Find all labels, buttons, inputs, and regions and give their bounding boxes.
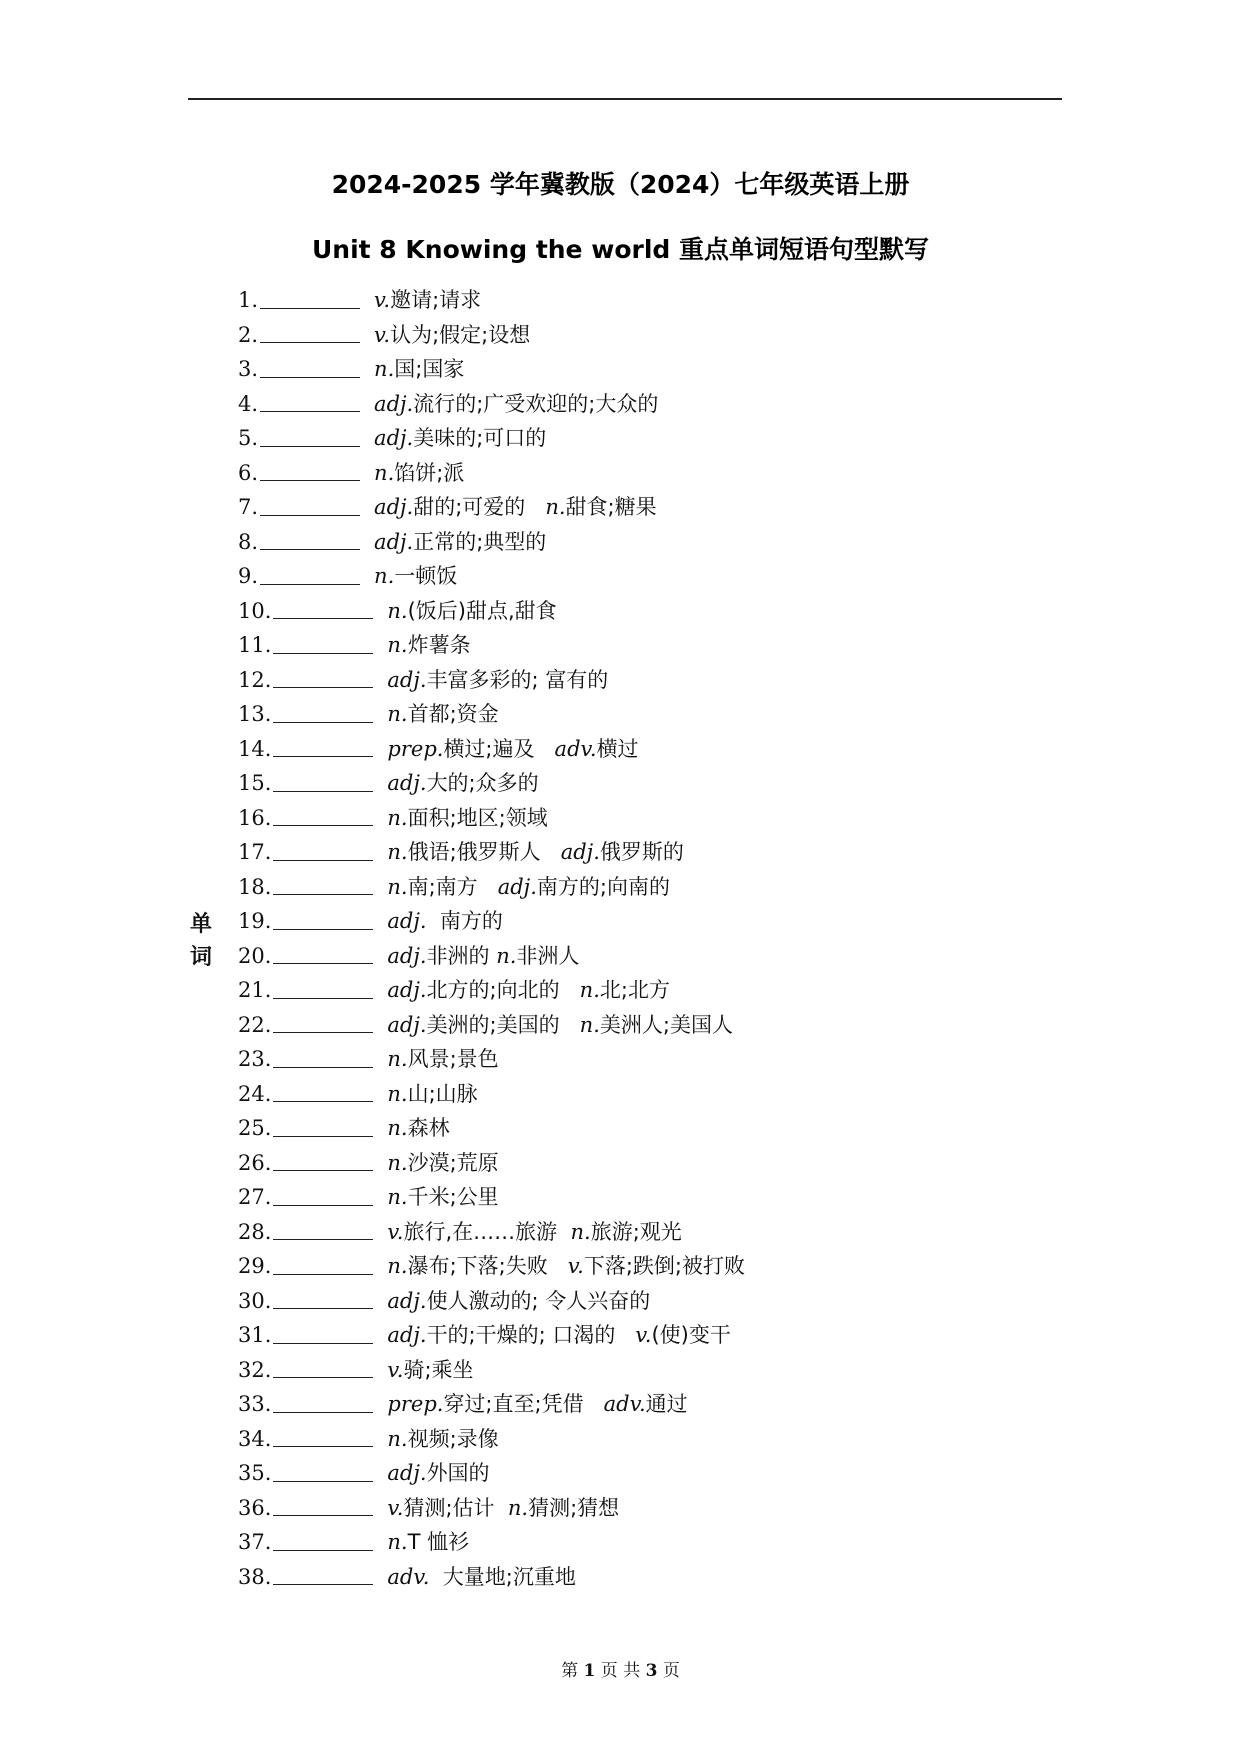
vocab-item [238, 732, 745, 767]
part-of-speech: n. [374, 357, 395, 381]
definition [374, 525, 546, 560]
item-number: 1. [238, 288, 259, 312]
part-of-speech: adj. [387, 667, 427, 692]
meaning-text: 美洲人;美国人 [599, 1012, 733, 1037]
answer-blank[interactable] [273, 1170, 373, 1171]
meaning-text: 大的;众多的 [426, 771, 539, 795]
part-of-speech: prep. [387, 736, 444, 761]
answer-blank[interactable] [260, 411, 360, 412]
meaning-text: 北;北方 [599, 978, 670, 1002]
meaning-text: 干的;干燥的; 口渴的 [426, 1323, 636, 1347]
item-number: 20. [238, 943, 272, 968]
item-number: 38. [238, 1564, 272, 1589]
header-rule [188, 98, 1062, 100]
vocab-item [238, 318, 745, 353]
answer-blank[interactable] [273, 1343, 373, 1344]
vocab-item [238, 1042, 745, 1077]
part-of-speech: v. [387, 1357, 404, 1382]
item-number: 33. [238, 1392, 272, 1416]
vocab-item [238, 939, 745, 974]
part-of-speech: adj. [560, 840, 600, 864]
definition [387, 697, 498, 732]
item-number: 18. [238, 874, 272, 899]
meaning-text: 横过 [596, 736, 639, 761]
item-number: 31. [238, 1323, 272, 1347]
part-of-speech: adj. [374, 495, 414, 519]
definition [387, 628, 470, 663]
answer-blank[interactable] [273, 1308, 373, 1309]
part-of-speech: n. [387, 633, 408, 657]
footer-page-number: 1 [583, 1661, 596, 1681]
part-of-speech: adv. [387, 1564, 430, 1589]
meaning-text: 瀑布;下落;失败 [407, 1254, 568, 1278]
vocab-item [238, 1008, 745, 1043]
answer-blank[interactable] [260, 342, 360, 343]
definition [387, 1111, 449, 1146]
part-of-speech: n. [374, 564, 395, 588]
answer-blank[interactable] [273, 1032, 373, 1033]
vocab-item [238, 525, 745, 560]
vocab-item [238, 1249, 745, 1284]
item-number: 34. [238, 1426, 272, 1451]
meaning-text: 风景;景色 [407, 1047, 499, 1071]
meaning-text: 穿过;直至;凭借 [443, 1392, 604, 1416]
definition [387, 594, 556, 629]
part-of-speech: adj. [497, 874, 537, 899]
item-number: 7. [238, 495, 259, 519]
part-of-speech: n. [545, 495, 566, 519]
vocab-item [238, 628, 745, 663]
part-of-speech: n. [387, 1116, 408, 1140]
meaning-text: 炸薯条 [407, 633, 471, 657]
vocab-item [238, 663, 745, 698]
item-number: 8. [238, 529, 259, 554]
item-number: 22. [238, 1012, 272, 1037]
answer-blank[interactable] [260, 515, 360, 516]
part-of-speech: n. [579, 978, 600, 1002]
meaning-text: 南;南方 [407, 874, 498, 899]
meaning-text: 首都;资金 [407, 702, 499, 726]
answer-blank[interactable] [273, 653, 373, 654]
item-number: 32. [238, 1357, 272, 1382]
definition [387, 1525, 469, 1560]
vocab-item [238, 594, 745, 629]
answer-blank[interactable] [273, 1067, 373, 1068]
document-title: 2024-2025 学年冀教版（2024）七年级英语上册 [331, 170, 910, 199]
item-number: 14. [238, 736, 272, 761]
meaning-text: 猜测;猜想 [528, 1495, 620, 1520]
part-of-speech: n. [579, 1012, 600, 1037]
meaning-text: (使)变干 [651, 1323, 731, 1347]
answer-blank[interactable] [260, 308, 360, 309]
item-number: 19. [238, 909, 272, 933]
definition [387, 1146, 498, 1181]
meaning-text: 千米;公里 [407, 1185, 499, 1209]
answer-blank[interactable] [273, 1515, 373, 1516]
part-of-speech: adj. [387, 1288, 427, 1313]
part-of-speech: adv. [603, 1392, 646, 1416]
answer-blank[interactable] [260, 584, 360, 585]
definition [374, 283, 481, 318]
item-number: 28. [238, 1219, 272, 1244]
definition [387, 1042, 498, 1077]
definition [387, 870, 670, 905]
definition [387, 973, 670, 1008]
meaning-text: 流行的;广受欢迎的;大众的 [413, 391, 659, 416]
part-of-speech: adj. [374, 529, 414, 554]
part-of-speech: n. [387, 1185, 408, 1209]
definition [374, 318, 530, 353]
item-number: 23. [238, 1047, 272, 1071]
part-of-speech: v. [387, 1219, 404, 1244]
answer-blank[interactable] [273, 687, 373, 688]
definition [374, 456, 464, 491]
footer-prefix: 第 [561, 1661, 579, 1681]
part-of-speech: adj. [387, 909, 427, 933]
definition [374, 352, 464, 387]
answer-blank[interactable] [260, 549, 360, 550]
answer-blank[interactable] [273, 963, 373, 964]
meaning-text: 美洲的;美国的 [426, 1012, 580, 1037]
vocab-item [238, 1111, 745, 1146]
vocab-item [238, 421, 745, 456]
part-of-speech: v. [374, 288, 391, 312]
definition [387, 904, 503, 939]
part-of-speech: adj. [387, 978, 427, 1002]
meaning-text: 甜的;可爱的 [413, 495, 546, 519]
vocab-item [238, 1422, 745, 1457]
footer-total-pages: 3 [645, 1661, 658, 1681]
meaning-text: 正常的;典型的 [413, 529, 547, 554]
vocab-item [238, 801, 745, 836]
definition [387, 801, 547, 836]
meaning-text: 国;国家 [394, 357, 465, 381]
part-of-speech: n. [387, 702, 408, 726]
part-of-speech: adj. [387, 1323, 427, 1347]
item-number: 30. [238, 1288, 272, 1313]
part-of-speech: n. [496, 943, 517, 968]
section-label-char: 词 [190, 945, 213, 970]
answer-blank[interactable] [273, 860, 373, 861]
meaning-text: 甜食;糖果 [565, 495, 657, 519]
item-number: 11. [238, 633, 272, 657]
meaning-text: 非洲人 [516, 943, 580, 968]
definition [387, 1008, 733, 1043]
definition [387, 1422, 498, 1457]
meaning-text: 一顿饭 [394, 564, 458, 588]
meaning-text: 俄语;俄罗斯人 [407, 840, 561, 864]
vocab-item [238, 1284, 745, 1319]
answer-blank[interactable] [273, 1101, 373, 1102]
vocab-item [238, 835, 745, 870]
document-subtitle: Unit 8 Knowing the world 重点单词短语句型默写 [311, 235, 929, 264]
definition [387, 1491, 619, 1526]
meaning-text: 南方的 [426, 909, 503, 933]
item-number: 2. [238, 322, 259, 347]
definition [374, 490, 657, 525]
item-number: 5. [238, 426, 259, 450]
item-number: 4. [238, 391, 259, 416]
meaning-text: 美味的;可口的 [413, 426, 547, 450]
answer-blank[interactable] [273, 1446, 373, 1447]
meaning-text: 大量地;沉重地 [429, 1564, 576, 1589]
definition [387, 1077, 477, 1112]
item-number: 10. [238, 598, 272, 623]
vocab-item [238, 1318, 745, 1353]
meaning-text: 俄罗斯的 [599, 840, 684, 864]
answer-blank[interactable] [273, 894, 373, 895]
meaning-text: 旅行,在……旅游 [403, 1219, 571, 1244]
meaning-text: 通过 [645, 1392, 688, 1416]
meaning-text: 丰富多彩的; 富有的 [426, 667, 609, 692]
item-number: 15. [238, 771, 272, 795]
definition [387, 1456, 489, 1491]
part-of-speech: n. [387, 1081, 408, 1106]
item-number: 16. [238, 805, 272, 830]
definition [387, 1387, 687, 1422]
vocab-item [238, 904, 745, 939]
meaning-text: 外国的 [426, 1461, 490, 1485]
meaning-text: 横过;遍及 [443, 736, 555, 761]
definition [387, 1353, 473, 1388]
answer-blank[interactable] [273, 1481, 373, 1482]
meaning-text: 山;山脉 [407, 1081, 478, 1106]
answer-blank[interactable] [273, 756, 373, 757]
answer-blank[interactable] [273, 929, 373, 930]
item-number: 12. [238, 667, 272, 692]
meaning-text: 旅游;观光 [590, 1219, 682, 1244]
answer-blank[interactable] [273, 722, 373, 723]
vocabulary-list [238, 283, 745, 1594]
item-number: 36. [238, 1495, 272, 1520]
item-number: 24. [238, 1081, 272, 1106]
item-number: 21. [238, 978, 272, 1002]
item-number: 37. [238, 1530, 272, 1554]
answer-blank[interactable] [273, 825, 373, 826]
meaning-text: 使人激动的; 令人兴奋的 [426, 1288, 651, 1313]
part-of-speech: adj. [374, 391, 414, 416]
meaning-text: 下落;跌倒;被打败 [583, 1254, 746, 1278]
definition [374, 559, 457, 594]
answer-blank[interactable] [273, 1274, 373, 1275]
definition [374, 387, 658, 422]
page-footer [0, 1656, 1241, 1681]
meaning-text: 猜测;估计 [403, 1495, 508, 1520]
vocab-item [238, 973, 745, 1008]
part-of-speech: adj. [387, 1012, 427, 1037]
vocab-item [238, 1491, 745, 1526]
answer-blank[interactable] [273, 1584, 373, 1585]
meaning-text: (饭后)甜点,甜食 [407, 598, 557, 623]
vocab-item [238, 697, 745, 732]
definition [387, 1284, 650, 1319]
part-of-speech: n. [387, 1530, 408, 1554]
item-number: 17. [238, 840, 272, 864]
part-of-speech: adj. [374, 426, 414, 450]
item-number: 9. [238, 564, 259, 588]
answer-blank[interactable] [273, 618, 373, 619]
definition [387, 1180, 498, 1215]
part-of-speech: v. [635, 1323, 652, 1347]
definition [387, 1249, 745, 1284]
part-of-speech: v. [567, 1254, 584, 1278]
vocab-item [238, 1560, 745, 1595]
answer-blank[interactable] [273, 1550, 373, 1551]
part-of-speech: prep. [387, 1392, 444, 1416]
answer-blank[interactable] [273, 1377, 373, 1378]
meaning-text: 邀请;请求 [390, 288, 482, 312]
vocab-item [238, 1180, 745, 1215]
definition [387, 1318, 730, 1353]
part-of-speech: adj. [387, 1461, 427, 1485]
vocab-item [238, 387, 745, 422]
definition [387, 835, 683, 870]
vocab-item [238, 1215, 745, 1250]
meaning-text: 认为;假定;设想 [390, 322, 531, 347]
section-label-char: 单 [190, 912, 213, 937]
vocab-item [238, 1353, 745, 1388]
vocab-item [238, 1146, 745, 1181]
vocab-item [238, 490, 745, 525]
answer-blank[interactable] [260, 377, 360, 378]
part-of-speech: n. [387, 1047, 408, 1071]
vocab-item [238, 559, 745, 594]
meaning-text: 面积;地区;领域 [407, 805, 548, 830]
meaning-text: 北方的;向北的 [426, 978, 580, 1002]
definition [387, 1215, 681, 1250]
definition [387, 939, 579, 974]
part-of-speech: n. [387, 1426, 408, 1451]
answer-blank[interactable] [273, 1412, 373, 1413]
definition [387, 766, 538, 801]
vocab-item [238, 870, 745, 905]
item-number: 6. [238, 460, 259, 485]
definition [387, 1560, 575, 1595]
part-of-speech: n. [387, 805, 408, 830]
part-of-speech: n. [570, 1219, 591, 1244]
meaning-text: 南方的;向南的 [536, 874, 670, 899]
definition [387, 732, 638, 767]
part-of-speech: n. [387, 598, 408, 623]
item-number: 26. [238, 1150, 272, 1175]
meaning-text: T 恤衫 [407, 1530, 470, 1554]
answer-blank[interactable] [273, 1136, 373, 1137]
item-number: 29. [238, 1254, 272, 1278]
part-of-speech: n. [374, 460, 395, 485]
answer-blank[interactable] [273, 791, 373, 792]
part-of-speech: adj. [387, 771, 427, 795]
meaning-text: 馅饼;派 [394, 460, 465, 485]
vocab-item [238, 1525, 745, 1560]
item-number: 25. [238, 1116, 272, 1140]
vocab-item [238, 1456, 745, 1491]
part-of-speech: v. [387, 1495, 404, 1520]
item-number: 27. [238, 1185, 272, 1209]
vocab-item [238, 283, 745, 318]
answer-blank[interactable] [273, 998, 373, 999]
meaning-text: 森林 [407, 1116, 450, 1140]
item-number: 13. [238, 702, 272, 726]
meaning-text: 非洲的 [426, 943, 497, 968]
answer-blank[interactable] [273, 1205, 373, 1206]
vocab-item [238, 766, 745, 801]
footer-suffix: 页 [662, 1661, 680, 1681]
answer-blank[interactable] [260, 446, 360, 447]
answer-blank[interactable] [260, 480, 360, 481]
meaning-text: 沙漠;荒原 [407, 1150, 499, 1175]
answer-blank[interactable] [273, 1239, 373, 1240]
part-of-speech: n. [387, 874, 408, 899]
vocab-item [238, 456, 745, 491]
part-of-speech: adv. [554, 736, 597, 761]
vocab-item [238, 352, 745, 387]
part-of-speech: n. [387, 1254, 408, 1278]
vocab-item [238, 1077, 745, 1112]
meaning-text: 视频;录像 [407, 1426, 499, 1451]
part-of-speech: n. [387, 840, 408, 864]
footer-middle: 页 共 [600, 1661, 641, 1681]
vocab-item [238, 1387, 745, 1422]
meaning-text: 骑;乘坐 [403, 1357, 474, 1382]
part-of-speech: v. [374, 322, 391, 347]
item-number: 35. [238, 1461, 272, 1485]
definition [387, 663, 608, 698]
part-of-speech: adj. [387, 943, 427, 968]
definition [374, 421, 546, 456]
part-of-speech: n. [387, 1150, 408, 1175]
item-number: 3. [238, 357, 259, 381]
part-of-speech: n. [507, 1495, 529, 1520]
